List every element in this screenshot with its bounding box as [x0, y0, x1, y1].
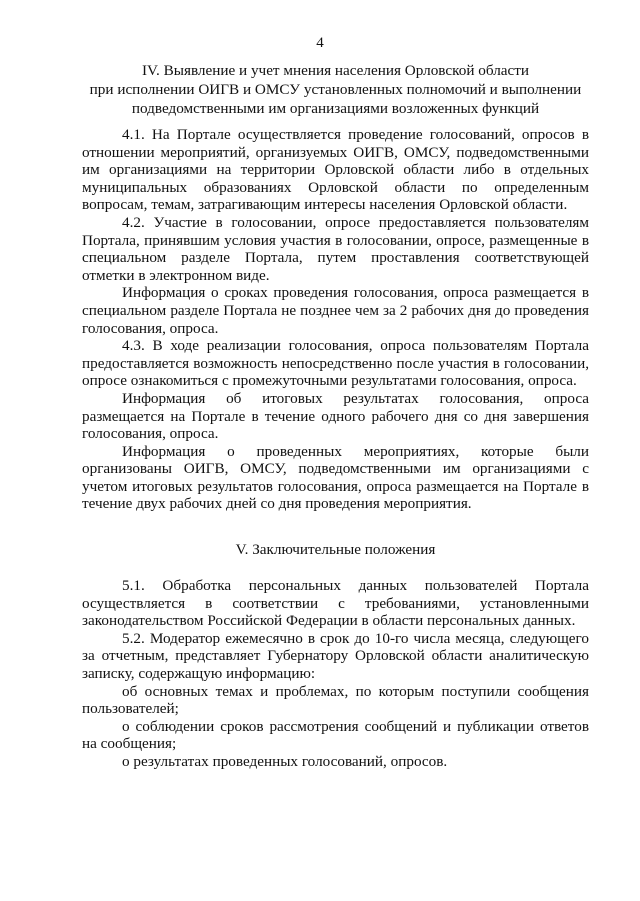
section-5-body [82, 577, 589, 771]
paragraph-5-2: 5.2. Модератор ежемесячно в срок до 10-го числа месяца, следующего за отчетным, представляет Губернатору Орловской области аналитическую записку, содержащую информацию: [82, 629, 589, 682]
paragraph-5-1: 5.1. Обработка персональных данных пользователей Портала осуществляется в соответствии с требованиями, установленными законодательством Российской Федерации в области персональных данных. [82, 577, 589, 630]
section-4-heading-block [82, 61, 589, 118]
section-4-heading [82, 61, 589, 118]
paragraph-events-info: Информация о проведенных мероприятиях, которые были организованы ОИГВ, ОМСУ, подведомственными им организациями с учетом итоговых результатов голосования, опроса размещается на Портале в течение двух рабочих дней со дня проведения мероприятия. [82, 442, 589, 513]
paragraph-voting-timing: Информация о сроках проведения голосования, опроса размещается в специальном разделе Портала не позднее чем за 2 рабочих дня до проведения голосования, опроса. [82, 284, 589, 337]
section-4-heading-line: IV. Выявление и учет мнения населения Орловской области [141, 62, 530, 79]
list-item-deadlines: о соблюдении сроков рассмотрения сообщений и публикации ответов на сообщения; [82, 717, 589, 753]
paragraph-final-results: Информация об итоговых результатах голосования, опроса размещается на Портале в течение одного рабочего дня со дня завершения голосования, опроса. [82, 389, 589, 443]
list-item-topics: об основных темах и проблемах, по которым поступили сообщения пользователей; [82, 682, 589, 718]
section-4-body [82, 126, 589, 513]
section-5-heading-block [82, 540, 589, 559]
paragraph-4-1: 4.1. На Портале осуществляется проведение голосований, опросов в отношении мероприятий, организуемых ОИГВ, ОМСУ, подведомственными им организациями на территории Орловской области либо в отдельных муниципальных образованиях Орловской области по определенным вопросам, темам, затрагивающим интересы населения Орловской области. [82, 126, 589, 214]
section-4-heading-line: при исполнении ОИГВ и ОМСУ установленных полномочий и выполнении [89, 81, 582, 98]
paragraph-4-3: 4.3. В ходе реализации голосования, опроса пользователям Портала предоставляется возможность непосредственно после участия в голосовании, опросе ознакомиться с промежуточными результатами голосования, опроса. [82, 337, 589, 390]
section-5-heading: V. Заключительные положения [235, 541, 436, 558]
section-4-heading-line: подведомственными им организациями возложенных функций [131, 100, 540, 117]
list-item-voting-results: о результатах проведенных голосований, опросов. [122, 752, 448, 770]
paragraph-4-2: 4.2. Участие в голосовании, опросе предоставляется пользователям Портала, принявшим условия участия в голосовании, опросе, размещенные в специальном разделе Портала, путем проставления соответствующей отметки в электронном виде. [82, 213, 589, 284]
page-number: 4 [316, 35, 324, 51]
